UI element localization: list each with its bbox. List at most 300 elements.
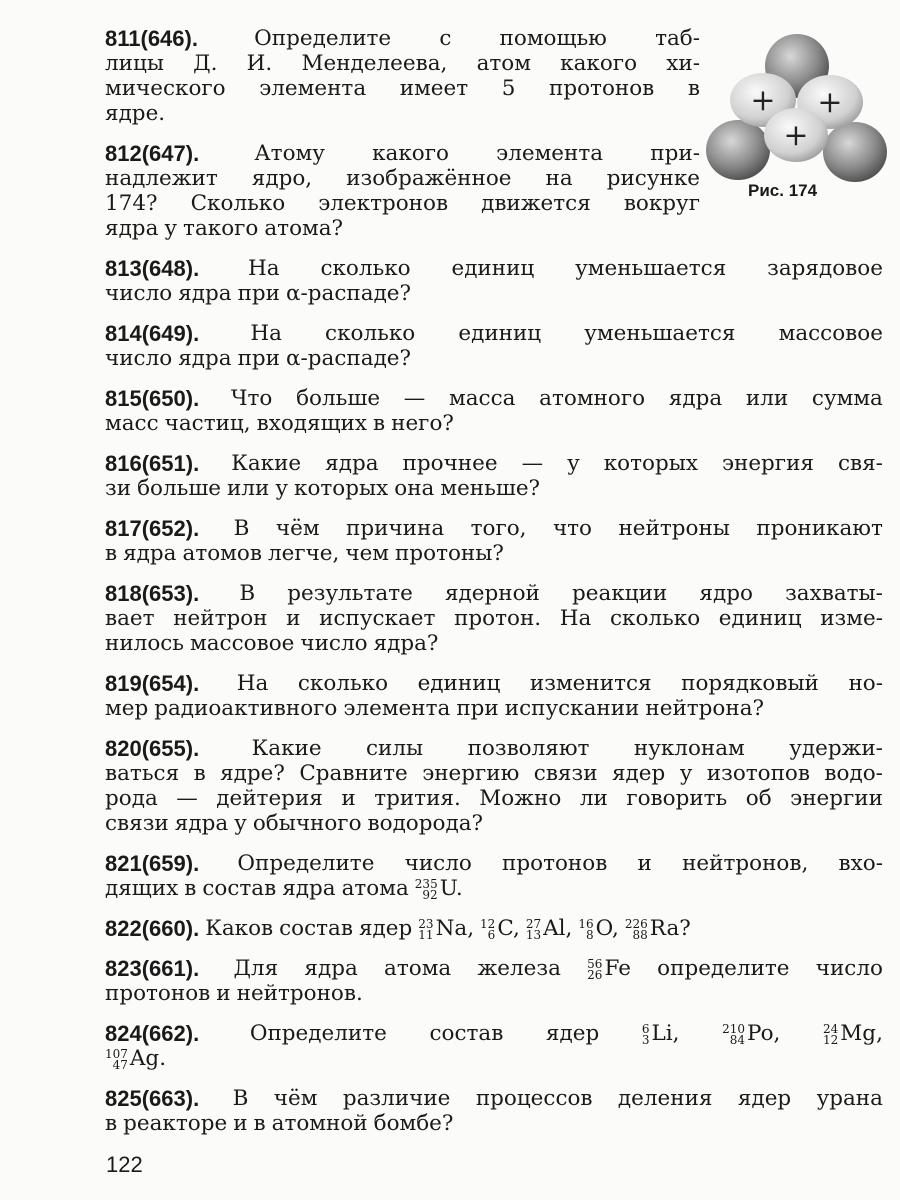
problem-word: α-распаде? — [286, 346, 412, 371]
problem-word: зарядовое — [767, 256, 883, 281]
problem-line — [105, 321, 883, 346]
problem-word: состав — [202, 876, 277, 901]
problem-number: 814(649). — [105, 321, 200, 346]
problem-word: трития. — [374, 786, 461, 811]
problem-line — [105, 451, 883, 476]
problem-word: таб- — [655, 26, 700, 51]
page-number: 122 — [106, 1152, 143, 1177]
problem-word: α-распаде? — [286, 281, 412, 306]
element-symbol: O, — [595, 916, 619, 941]
problem-word: нейтрон — [173, 606, 268, 631]
problem-word: в — [687, 76, 700, 101]
problem-word: в — [373, 411, 386, 436]
problem-word: — — [403, 386, 426, 411]
problem-number: 818(653). — [105, 581, 200, 606]
problem-word: ядра — [105, 216, 159, 241]
nuclide-symbol — [642, 1021, 680, 1046]
problem-item — [105, 671, 883, 721]
element-symbol: Ag. — [129, 1046, 167, 1071]
problem-word: изображённое — [346, 166, 512, 191]
problem-word: энергия — [721, 451, 814, 476]
mass-number: 226 — [624, 916, 648, 931]
mass-number: 210 — [722, 1021, 746, 1036]
problem-word: железа — [477, 956, 561, 981]
problem-word: Определите — [249, 1021, 387, 1046]
problem-word: свя- — [837, 451, 883, 476]
problem-word: элемента — [496, 141, 604, 166]
mass-number: 24 — [823, 1021, 839, 1036]
problem-word: число — [300, 631, 368, 656]
problem-word: атомного — [539, 386, 646, 411]
isotope-numbers — [722, 1021, 746, 1047]
problem-word: — — [176, 786, 198, 811]
problem-word: вает — [105, 606, 155, 631]
problem-word: в — [105, 541, 118, 566]
problem-word: меньше? — [440, 476, 541, 501]
problem-word: состав — [429, 1021, 504, 1046]
problem-line — [105, 191, 700, 216]
problem-line — [105, 956, 883, 981]
problem-word: надлежит — [105, 166, 218, 191]
element-symbol: Po, — [747, 1021, 781, 1046]
problem-word: у — [234, 811, 247, 836]
problem-item — [105, 256, 883, 306]
nuclide-symbol — [526, 916, 573, 941]
problem-item — [105, 1086, 883, 1136]
atomic-number: 13 — [525, 927, 542, 942]
problem-line — [105, 411, 883, 436]
problem-word: силы — [365, 736, 424, 761]
problem-line — [105, 216, 700, 241]
problem-word: сумма — [811, 386, 883, 411]
problem-word: вокруг — [623, 191, 700, 216]
problem-word: И. — [246, 51, 273, 76]
problem-word: изменится — [529, 671, 652, 696]
problem-line — [105, 256, 883, 281]
isotope-numbers — [624, 916, 648, 942]
problem-word: и — [216, 981, 231, 1006]
problem-word: частиц, — [164, 411, 251, 436]
problem-word: результате — [287, 581, 413, 606]
problem-word: число — [404, 851, 472, 876]
problem-line — [105, 981, 883, 1006]
problem-line — [105, 141, 700, 166]
problem-line — [105, 1086, 883, 1111]
problem-word: него? — [391, 411, 454, 436]
problem-line — [105, 101, 700, 126]
problem-word: Для — [233, 956, 279, 981]
problem-line — [105, 916, 883, 941]
atomic-number: 12 — [823, 1032, 839, 1047]
problem-word: атома — [384, 956, 452, 981]
problem-word: радиоактивного — [154, 696, 338, 721]
problem-number: 811(646). — [105, 26, 198, 51]
problem-word: нейтронов, — [682, 851, 809, 876]
problem-word: причина — [346, 516, 445, 541]
problem-word: На — [250, 321, 282, 346]
problem-word: ядра — [178, 346, 232, 371]
problem-word: связи — [105, 811, 169, 836]
mass-number: 6 — [641, 1021, 650, 1036]
problem-word: ядро, — [251, 166, 313, 191]
problem-word: 5 — [501, 76, 516, 101]
atomic-number: 26 — [587, 967, 603, 982]
problem-word: рисунке — [606, 166, 700, 191]
problem-word: ядра — [282, 876, 336, 901]
problem-word: Сколько — [190, 191, 286, 216]
problem-word: она — [394, 476, 435, 501]
problem-word: Атому — [254, 141, 325, 166]
problem-word: сколько — [325, 321, 416, 346]
atomic-number: 47 — [112, 1057, 128, 1072]
problem-word: того, — [470, 516, 527, 541]
element-symbol: Ra? — [649, 916, 691, 941]
problem-word: массовое — [778, 321, 883, 346]
problem-word: при — [456, 696, 499, 721]
nuclide-symbol — [722, 1021, 780, 1046]
problem-word: ядра — [668, 386, 723, 411]
problem-line — [105, 476, 883, 501]
problem-word: определите — [657, 956, 790, 981]
problem-item — [105, 851, 883, 901]
problem-line — [105, 786, 883, 811]
atomic-number: 88 — [632, 927, 648, 942]
problem-line — [105, 541, 883, 566]
problem-word: протоны? — [395, 541, 504, 566]
isotope-numbers — [823, 1021, 839, 1047]
problem-line — [105, 581, 883, 606]
problem-word: атомов — [182, 541, 262, 566]
problem-item — [105, 321, 883, 371]
problem-line — [105, 166, 700, 191]
problem-word: легче, — [267, 541, 340, 566]
problem-word: протонов — [549, 76, 655, 101]
problem-line — [105, 811, 883, 836]
problem-word: какого — [560, 51, 638, 76]
problem-word: при — [237, 346, 281, 371]
problem-number: 824(662). — [105, 1021, 200, 1046]
problem-word: В — [239, 581, 256, 606]
problem-word: рода — [105, 786, 158, 811]
problem-word: дейтерия — [216, 786, 323, 811]
problem-word: при — [237, 281, 281, 306]
problem-word: В — [232, 1086, 249, 1111]
isotope-numbers — [525, 916, 542, 942]
problem-word: Сравните — [299, 761, 408, 786]
isotope-numbers — [587, 956, 603, 982]
problem-word: ядро — [699, 581, 753, 606]
problem-word: больше — [296, 386, 381, 411]
problem-line — [105, 51, 700, 76]
problem-word: связи — [533, 761, 598, 786]
problem-word: позволяют — [467, 736, 590, 761]
mass-number: 107 — [105, 1046, 128, 1061]
problem-line — [105, 696, 883, 721]
problem-word: Каков — [205, 916, 274, 941]
problem-word: дящих — [105, 876, 179, 901]
problem-word: уменьшается — [575, 256, 727, 281]
problem-word: энергию — [422, 761, 520, 786]
problem-word: протонов — [105, 981, 211, 1006]
problem-word: ядра — [304, 956, 358, 981]
problem-word: хи- — [666, 51, 700, 76]
problem-word: или — [745, 386, 789, 411]
problem-word: на — [545, 166, 573, 191]
problem-word: или — [227, 476, 270, 501]
problem-item — [105, 1021, 883, 1071]
problem-line — [105, 736, 883, 761]
problem-word: На — [248, 256, 280, 281]
isotope-numbers — [578, 916, 594, 942]
problem-word: нейтроны — [618, 516, 730, 541]
plus-sign: + — [750, 83, 776, 118]
problem-word: зи — [105, 476, 132, 501]
problem-word: На — [236, 671, 269, 696]
problem-number: 817(652). — [105, 516, 200, 541]
problem-word: число — [105, 281, 173, 306]
plus-sign: + — [783, 118, 809, 153]
mass-number: 12 — [480, 916, 496, 931]
mass-number: 235 — [414, 876, 438, 891]
element-symbol: C, — [497, 916, 520, 941]
problem-item — [105, 581, 883, 656]
problem-word: масса — [449, 386, 516, 411]
problem-word: Что — [230, 386, 273, 411]
problem-word: На — [559, 606, 592, 631]
problem-word: Определите — [254, 26, 392, 51]
problem-word: Какие — [231, 451, 302, 476]
plus-sign: + — [817, 85, 843, 120]
problem-word: и — [637, 851, 652, 876]
problem-word: порядковый — [681, 671, 819, 696]
problem-item — [105, 956, 883, 1006]
problem-line — [105, 1111, 883, 1136]
element-symbol: Fe — [604, 956, 631, 981]
problem-word: Можно — [479, 786, 562, 811]
neutron-sphere — [706, 120, 770, 180]
problem-word: в — [253, 1111, 266, 1136]
problem-word: испускании — [504, 696, 640, 721]
problem-line — [105, 26, 700, 51]
problem-word: единиц — [718, 606, 802, 631]
problem-word: удержи- — [789, 736, 883, 761]
problem-number: 816(651). — [105, 451, 200, 476]
problem-word: мического — [105, 76, 226, 101]
problem-word: захваты- — [785, 581, 883, 606]
problem-word: ядра — [174, 811, 229, 836]
nuclide-symbol — [105, 1046, 166, 1071]
problem-number: 812(647). — [105, 141, 200, 166]
isotope-numbers — [105, 1046, 128, 1072]
problem-word: единиц — [417, 671, 501, 696]
problem-item — [105, 916, 883, 941]
problem-word: ядер — [737, 1086, 792, 1111]
problem-word: различие — [342, 1086, 451, 1111]
problem-number: 822(660). — [105, 916, 200, 941]
problem-word: входящих — [256, 411, 368, 436]
problem-number: 815(650). — [105, 386, 200, 411]
problem-line — [105, 1046, 883, 1071]
problem-number: 813(648). — [105, 256, 200, 281]
problem-word: Менделеева, — [301, 51, 448, 76]
problem-word: изме- — [820, 606, 883, 631]
problem-word: ядер — [611, 761, 666, 786]
problem-word: элемента — [343, 696, 451, 721]
problem-word: протонов — [502, 851, 608, 876]
atomic-number: 3 — [641, 1032, 650, 1047]
problem-word: чем — [345, 541, 390, 566]
problem-word: ли — [579, 786, 608, 811]
problem-line — [105, 606, 883, 631]
problem-line — [105, 761, 883, 786]
problem-word: у — [567, 451, 580, 476]
problem-word: ядра — [178, 281, 232, 306]
problem-word: ядра? — [373, 631, 439, 656]
nuclide-symbol — [823, 1021, 883, 1046]
problem-word: состав — [279, 916, 353, 941]
problem-word: Д. — [193, 51, 218, 76]
problem-line — [105, 876, 883, 901]
problem-word: число — [105, 346, 173, 371]
problem-word: изотопов — [706, 761, 810, 786]
neutron-sphere — [823, 122, 887, 182]
problem-word: энергии — [790, 786, 883, 811]
problem-word: говорить — [626, 786, 728, 811]
problem-word: атома — [341, 876, 409, 901]
problem-word: водо- — [824, 761, 883, 786]
atomic-number: 11 — [418, 927, 434, 942]
nuclide-symbol — [418, 916, 474, 941]
problem-word: движется — [481, 191, 591, 216]
problem-word: ядре? — [220, 761, 285, 786]
problem-item — [105, 451, 883, 501]
problem-line — [105, 631, 883, 656]
nuclide-symbol — [578, 916, 618, 941]
element-symbol: Na, — [435, 916, 475, 941]
nuclide-symbol — [415, 876, 463, 901]
problem-word: число — [815, 956, 883, 981]
problem-word: 174? — [105, 191, 158, 216]
problem-word: масс — [105, 411, 159, 436]
problem-word: деления — [617, 1086, 713, 1111]
problem-word: сколько — [320, 256, 411, 281]
problem-word: Определите — [237, 851, 375, 876]
isotope-numbers — [414, 876, 438, 902]
problem-word: с — [439, 26, 452, 51]
problem-line — [105, 851, 883, 876]
problem-word: Какие — [251, 736, 322, 761]
problem-word: водорода? — [367, 811, 484, 836]
problem-word: которых — [294, 476, 389, 501]
problem-word: что — [552, 516, 593, 541]
problem-word: ядерной — [444, 581, 540, 606]
problem-line — [105, 671, 883, 696]
mass-number: 16 — [578, 916, 594, 931]
problem-word: и — [341, 786, 356, 811]
problem-word: реакторе — [123, 1111, 228, 1136]
problem-word: единиц — [458, 321, 542, 346]
problem-word: сколько — [297, 671, 389, 696]
element-symbol: Li, — [651, 1021, 680, 1046]
problem-word: атома? — [264, 216, 344, 241]
problem-word: испускает — [319, 606, 436, 631]
problem-item — [105, 516, 883, 566]
problem-word: мер — [105, 696, 149, 721]
element-symbol: U. — [439, 876, 463, 901]
problem-word: чём — [275, 516, 320, 541]
problem-word: больше — [137, 476, 222, 501]
problem-word: нейтрона? — [645, 696, 765, 721]
problem-word: урана — [816, 1086, 883, 1111]
problem-word: единиц — [451, 256, 535, 281]
problem-word: которых — [603, 451, 698, 476]
problem-word: массовое — [190, 631, 295, 656]
problem-word: в — [105, 1111, 118, 1136]
problem-word: нуклонам — [633, 736, 745, 761]
atomic-number: 84 — [729, 1032, 746, 1047]
problem-number: 825(663). — [105, 1086, 200, 1111]
problem-number: 821(659). — [105, 851, 200, 876]
problem-word: — — [521, 451, 544, 476]
problem-word: нилось — [105, 631, 185, 656]
problem-word: элемента — [259, 76, 367, 101]
problem-word: в — [193, 761, 206, 786]
problem-word: имеет — [399, 76, 469, 101]
atomic-number: 6 — [487, 927, 496, 942]
problem-word: и — [233, 1111, 248, 1136]
isotope-numbers — [641, 1021, 650, 1047]
problem-line — [105, 1021, 883, 1046]
problem-word: сколько — [609, 606, 701, 631]
problem-word: уменьшается — [584, 321, 736, 346]
problem-word: ядер — [545, 1021, 600, 1046]
problem-word: реакции — [572, 581, 668, 606]
problem-line — [105, 346, 883, 371]
problem-word: чём — [273, 1086, 318, 1111]
problem-item — [105, 386, 883, 436]
problem-word: и — [286, 606, 301, 631]
problem-word: ядер — [358, 916, 413, 941]
problem-word: при- — [650, 141, 700, 166]
problem-word: какого — [372, 141, 449, 166]
problem-line — [105, 281, 883, 306]
problem-word: у — [275, 476, 289, 501]
problem-word: процессов — [475, 1086, 593, 1111]
problem-line — [105, 76, 700, 101]
problem-word: такого — [183, 216, 259, 241]
nuclide-symbol — [480, 916, 520, 941]
element-symbol: Al, — [543, 916, 573, 941]
problem-word: атомной — [271, 1111, 368, 1136]
problem-number: 823(661). — [105, 956, 200, 981]
mass-number: 56 — [587, 956, 603, 971]
problem-word: протон. — [454, 606, 542, 631]
problem-word: проникают — [756, 516, 883, 541]
problem-number: 820(655). — [105, 736, 200, 761]
problem-word: прочнее — [402, 451, 498, 476]
atomic-number: 8 — [586, 927, 594, 942]
problem-word: бомбе? — [373, 1111, 454, 1136]
problem-word: у — [164, 216, 178, 241]
element-symbol: Mg, — [840, 1021, 883, 1046]
problem-word: ядра — [325, 451, 379, 476]
problem-word: лицы — [105, 51, 164, 76]
problem-word: нейтронов. — [236, 981, 363, 1006]
atomic-number: 92 — [422, 887, 438, 902]
figure-caption: Рис. 174 — [748, 181, 818, 200]
problem-word: вхо- — [838, 851, 883, 876]
isotope-numbers — [480, 916, 496, 942]
